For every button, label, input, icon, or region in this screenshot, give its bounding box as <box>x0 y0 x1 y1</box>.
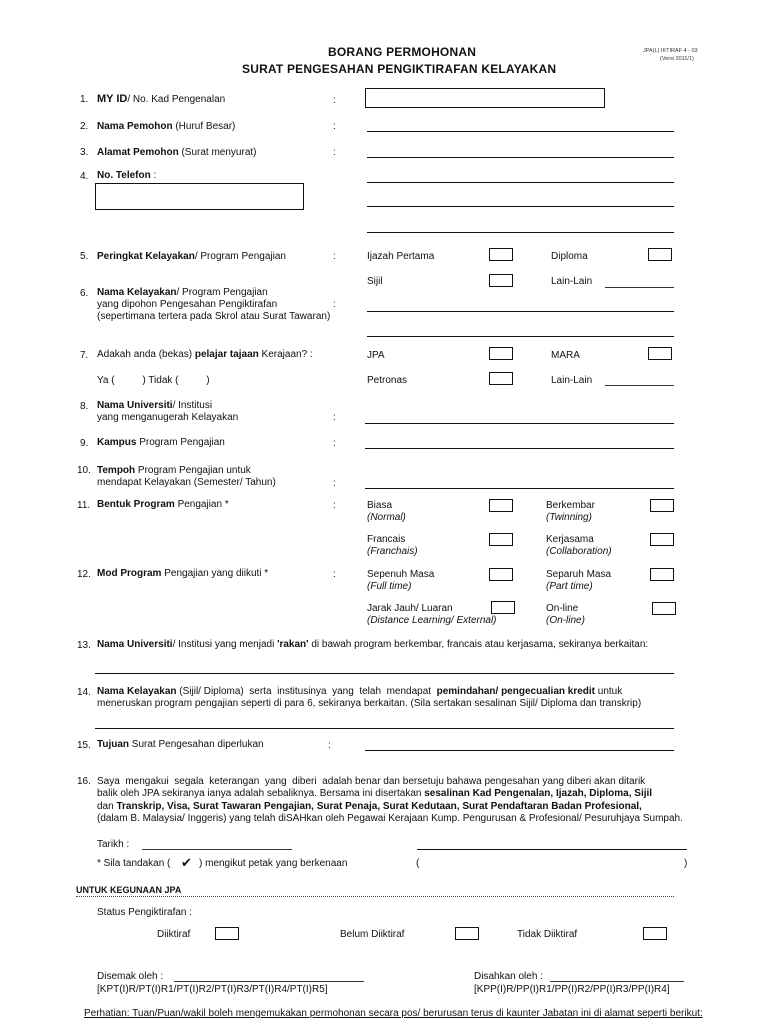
checkbox-jarak[interactable] <box>491 601 515 614</box>
colon: : <box>333 478 336 489</box>
belum-label: Belum Diiktiraf <box>340 929 405 940</box>
item-number: 7. <box>80 350 89 361</box>
label-mod: Mod Program Pengajian yang diikuti * <box>97 568 269 579</box>
item-number: 11. <box>77 500 91 511</box>
checkbox-mara[interactable] <box>648 347 672 360</box>
item-number: 9. <box>80 438 89 449</box>
item-number: 16. <box>77 776 91 787</box>
colon: : <box>333 438 336 449</box>
checkbox-belum[interactable] <box>455 927 479 940</box>
option-sepenuh-label: Sepenuh Masa (Full time) <box>367 569 435 592</box>
label-pemindahan-2: meneruskan program pengajian seperti di para 6, sekiranya berkaitan. (Sila sertakan sesalinan Sijil/ Diploma dan transkrip) <box>97 698 642 709</box>
item-number: 15. <box>77 740 91 751</box>
tarikh-field[interactable] <box>142 849 292 850</box>
signature-line[interactable] <box>417 849 687 850</box>
disahkan-field[interactable] <box>550 981 684 982</box>
checkbox-francais[interactable] <box>489 533 513 546</box>
checkbox-sepenuh[interactable] <box>489 568 513 581</box>
item-number: 13. <box>77 640 91 651</box>
label-bentuk: Bentuk Program Pengajian * <box>97 499 229 510</box>
option-sijil-label: Sijil <box>367 276 383 287</box>
option-lain-tajaan-label: Lain-Lain <box>551 375 593 386</box>
name-paren-close: ) <box>684 858 688 869</box>
disemak-field[interactable] <box>174 981 364 982</box>
checkbox-petronas[interactable] <box>489 372 513 385</box>
form-title: BORANG PERMOHONAN <box>328 45 477 59</box>
label-nama-kelayakan: Nama Kelayakan/ Program Pengajian <box>97 287 268 298</box>
jpa-use-divider <box>76 896 674 897</box>
disahkan-codes: [KPP(I)R/PP(I)R1/PP(I)R2/PP(I)R3/PP(I)R4] <box>474 984 670 995</box>
lain-tajaan-field[interactable] <box>605 385 674 386</box>
label-universiti: Nama Universiti/ Institusi <box>97 400 213 411</box>
tidak-label: Tidak Diiktiraf <box>517 929 578 940</box>
perhatian-note: Perhatian: Tuan/Puan/wakil boleh mengemukakan permohonan secara pos/ berurusan terus di kaunter Jabatan ini di alamat seperti berikut: <box>84 1008 703 1019</box>
tandakan-note-pre: * Sila tandakan ( <box>97 858 171 869</box>
disemak-codes: [KPT(I)R/PT(I)R1/PT(I)R2/PT(I)R3/PT(I)R4/PT(I)R5] <box>97 984 328 995</box>
label-myid: MY ID/ No. Kad Pengenalan <box>97 93 226 105</box>
option-mara-label: MARA <box>551 350 580 361</box>
option-jarak-label: Jarak Jauh/ Luaran (Distance Learning/ External) <box>367 603 497 626</box>
label-ya-tidak[interactable]: Ya ( ) Tidak ( ) <box>97 375 210 386</box>
declaration-line-2: balik oleh JPA sekiranya ianya adalah sebaliknya. Bersama ini disertakan sesalinan Kad Pengenalan, Ijazah, Diploma, Sijil <box>97 788 653 799</box>
nama-pemohon-field[interactable] <box>367 131 674 132</box>
label-nama-kelayakan-2: yang dipohon Pengesahan Pengiktirafan <box>97 299 278 310</box>
item-number: 2. <box>80 121 89 132</box>
nama-kelayakan-field-1[interactable] <box>367 311 674 312</box>
option-online-label: On-line (On-line) <box>546 603 585 626</box>
form-ref-code: JPA(L) IKTIRAF 4 - 03 <box>643 48 698 54</box>
alamat-field-1[interactable] <box>367 157 674 158</box>
tandakan-note-post: ) mengikut petak yang berkenaan <box>199 858 348 869</box>
colon: : <box>333 569 336 580</box>
pemindahan-field[interactable] <box>95 728 674 729</box>
option-francais-label: Francais (Franchais) <box>367 534 418 557</box>
label-rakan: Nama Universiti/ Institusi yang menjadi 'rakan' di bawah program berkembar, francais atau kerjasama, sekiranya berkaitan: <box>97 639 649 650</box>
checkbox-diiktiraf[interactable] <box>215 927 239 940</box>
label-pemindahan: Nama Kelayakan (Sijil/ Diploma) serta institusinya yang telah mendapat pemindahan/ pengecualian kredit untuk <box>97 686 623 697</box>
item-number: 1. <box>80 94 89 105</box>
tempoh-field[interactable] <box>365 488 674 489</box>
option-berkembar-label: Berkembar (Twinning) <box>546 500 595 523</box>
declaration-line-1: Saya mengakui segala keterangan yang diberi adalah benar dan bersetuju bahawa pengesahan yang diberi akan ditarik <box>97 776 646 787</box>
label-universiti-2: yang menganugerah Kelayakan <box>97 412 239 423</box>
option-lain-label: Lain-Lain <box>551 276 593 287</box>
disahkan-label: Disahkan oleh : <box>474 971 543 982</box>
colon: : <box>333 412 336 423</box>
option-diploma-label: Diploma <box>551 251 588 262</box>
diiktiraf-label: Diiktiraf <box>157 929 191 940</box>
option-petronas-label: Petronas <box>367 375 408 386</box>
checkbox-ijazah[interactable] <box>489 248 513 261</box>
label-peringkat: Peringkat Kelayakan/ Program Pengajian <box>97 251 286 262</box>
alamat-field-2[interactable] <box>367 182 674 183</box>
colon: : <box>333 299 336 310</box>
label-tajaan: Adakah anda (bekas) pelajar tajaan Kerajaan? : <box>97 349 313 360</box>
item-number: 4. <box>80 171 89 182</box>
form-ref-version: (Versi 2011/1) <box>660 56 694 62</box>
checkmark-icon: ✔ <box>181 855 192 870</box>
label-tempoh-2: mendapat Kelayakan (Semester/ Tahun) <box>97 477 276 488</box>
checkbox-biasa[interactable] <box>489 499 513 512</box>
checkbox-online[interactable] <box>652 602 676 615</box>
telefon-input[interactable] <box>95 183 304 210</box>
alamat-field-4[interactable] <box>367 232 674 233</box>
label-nama-pemohon: Nama Pemohon (Huruf Besar) <box>97 121 236 132</box>
colon: : <box>328 740 331 751</box>
declaration-line-4: (dalam B. Malaysia/ Inggeris) yang telah diSAHkan oleh Pegawai Kerajaan Kump. Pengurusan & Profesional/ Pesuruhjaya Sumpah. <box>97 813 683 824</box>
kampus-field[interactable] <box>365 448 674 449</box>
option-jpa-label: JPA <box>367 350 385 361</box>
item-number: 10. <box>77 465 91 476</box>
checkbox-separuh[interactable] <box>650 568 674 581</box>
label-kampus: Kampus Program Pengajian <box>97 437 225 448</box>
label-nama-kelayakan-3: (sepertimana tertera pada Skrol atau Surat Tawaran) <box>97 311 331 322</box>
colon: : <box>333 147 336 158</box>
colon: : <box>333 95 336 106</box>
label-tujuan: Tujuan Surat Pengesahan diperlukan <box>97 739 264 750</box>
tujuan-field[interactable] <box>365 750 674 751</box>
option-biasa-label: Biasa (Normal) <box>367 500 406 523</box>
checkbox-jpa[interactable] <box>489 347 513 360</box>
label-telefon: No. Telefon : <box>97 170 157 181</box>
disemak-label: Disemak oleh : <box>97 971 164 982</box>
label-alamat: Alamat Pemohon (Surat menyurat) <box>97 147 257 158</box>
item-number: 8. <box>80 401 89 412</box>
item-number: 6. <box>80 288 89 299</box>
item-number: 3. <box>80 147 89 158</box>
checkbox-tidak[interactable] <box>643 927 667 940</box>
declaration-line-3: dan Transkrip, Visa, Surat Tawaran Pengajian, Surat Penaja, Surat Kedutaan, Surat Pendaftaran Badan Profesional, <box>97 801 642 812</box>
nama-kelayakan-field-2[interactable] <box>367 336 674 337</box>
rakan-field[interactable] <box>95 673 674 674</box>
status-label: Status Pengiktirafan : <box>97 907 193 918</box>
lain-field[interactable] <box>605 287 674 288</box>
checkbox-diploma[interactable] <box>648 248 672 261</box>
jpa-use-heading: UNTUK KEGUNAAN JPA <box>76 885 182 895</box>
tarikh-label: Tarikh : <box>97 839 130 850</box>
name-paren-open: ( <box>416 858 420 869</box>
item-number: 12. <box>77 569 91 580</box>
checkbox-sijil[interactable] <box>489 274 513 287</box>
checkbox-kerjasama[interactable] <box>650 533 674 546</box>
alamat-field-3[interactable] <box>367 206 674 207</box>
option-ijazah-label: Ijazah Pertama <box>367 251 435 262</box>
option-kerjasama-label: Kerjasama (Collaboration) <box>546 534 612 557</box>
item-number: 5. <box>80 251 89 262</box>
colon: : <box>333 121 336 132</box>
checkbox-berkembar[interactable] <box>650 499 674 512</box>
universiti-field[interactable] <box>365 423 674 424</box>
item-number: 14. <box>77 687 91 698</box>
form-subtitle: SURAT PENGESAHAN PENGIKTIRAFAN KELAYAKAN <box>242 62 557 76</box>
myid-input[interactable] <box>365 88 605 108</box>
colon: : <box>333 251 336 262</box>
option-separuh-label: Separuh Masa (Part time) <box>546 569 612 592</box>
label-tempoh: Tempoh Program Pengajian untuk <box>97 465 251 476</box>
colon: : <box>333 500 336 511</box>
